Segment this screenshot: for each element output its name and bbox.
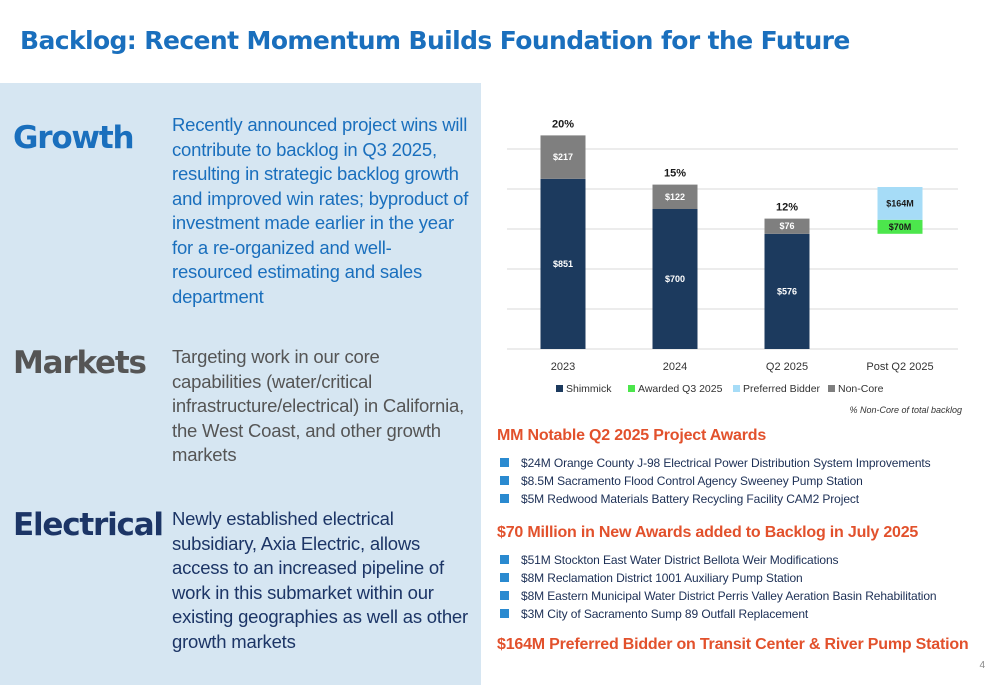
- percent-label: 15%: [663, 167, 687, 180]
- legend-swatch: [828, 385, 835, 392]
- growth-text: Recently announced project wins will contribute to backlog in Q3 2025, resulting in strategic backlog growth and improved win rates; byproduct of investment made earlier in the year for a re-organized and well-resourced estimating and sales department: [172, 114, 469, 307]
- legend-label: Awarded Q3 2025: [638, 383, 723, 395]
- electrical-heading: Electrical: [13, 507, 163, 543]
- page-number: 4: [979, 660, 985, 671]
- bullet-square-icon: [500, 494, 509, 503]
- legend-swatch: [628, 385, 635, 392]
- bullet-square-icon: [500, 555, 509, 564]
- bullet-square-icon: [500, 458, 509, 467]
- electrical-text: Newly established electrical subsidiary, Axia Electric, allows access to an increased pipeline of work in this submarket within our existing geographies as well as other growth markets: [172, 508, 468, 652]
- percent-label: 20%: [551, 118, 575, 131]
- x-tick-label: 2024: [662, 361, 688, 373]
- x-tick-label: Post Q2 2025: [866, 361, 934, 373]
- data-label: $700: [664, 274, 686, 284]
- list-item: $24M Orange County J-98 Electrical Power Distribution System Improvements: [500, 454, 931, 472]
- chart-footnote: % Non-Core of total backlog: [849, 405, 962, 415]
- list-item: $3M City of Sacramento Sump 89 Outfall Replacement: [500, 605, 937, 623]
- july-awards-heading: $70 Million in New Awards added to Backlog in July 2025: [497, 524, 919, 541]
- data-label: $217: [552, 152, 574, 163]
- legend-label: Shimmick: [566, 383, 612, 395]
- list-item: $8.5M Sacramento Flood Control Agency Sweeney Pump Station: [500, 472, 931, 490]
- legend-swatch: [556, 385, 563, 392]
- bullet-square-icon: [500, 476, 509, 485]
- percent-label: 12%: [775, 201, 799, 214]
- page-title: Backlog: Recent Momentum Builds Foundation for the Future: [20, 26, 850, 55]
- markets-heading: Markets: [13, 345, 146, 381]
- backlog-chart: [490, 88, 980, 403]
- left-panel: [0, 83, 481, 685]
- x-tick-label: Q2 2025: [765, 361, 809, 373]
- legend-swatch: [733, 385, 740, 392]
- bullet-square-icon: [500, 591, 509, 600]
- data-label: $851: [552, 258, 574, 269]
- data-label: $164M: [886, 198, 914, 209]
- growth-heading: Growth: [13, 120, 134, 156]
- x-tick-label: 2023: [550, 361, 576, 373]
- legend-label: Preferred Bidder: [743, 383, 821, 395]
- markets-text: Targeting work in our core capabilities (water/critical infrastructure/electrical) in California, the West Coast, and other growth markets: [172, 346, 465, 465]
- bullet-square-icon: [500, 573, 509, 582]
- data-label: $576: [776, 286, 798, 297]
- july-awards-list: [500, 551, 937, 623]
- bullet-square-icon: [500, 609, 509, 618]
- list-item: $8M Reclamation District 1001 Auxiliary Pump Station: [500, 569, 937, 587]
- data-label: $70M: [888, 221, 912, 232]
- list-item: $5M Redwood Materials Battery Recycling Facility CAM2 Project: [500, 490, 931, 508]
- list-item: $51M Stockton East Water District Bellota Weir Modifications: [500, 551, 937, 569]
- list-item: $8M Eastern Municipal Water District Perris Valley Aeration Basin Rehabilitation: [500, 587, 937, 605]
- awards-heading: MM Notable Q2 2025 Project Awards: [497, 427, 767, 444]
- data-label: $76: [779, 221, 795, 232]
- data-label: $122: [664, 191, 686, 202]
- awards-list: [500, 454, 931, 508]
- preferred-bidder-heading: $164M Preferred Bidder on Transit Center & River Pump Station: [497, 636, 969, 653]
- legend-label: Non-Core: [838, 383, 884, 395]
